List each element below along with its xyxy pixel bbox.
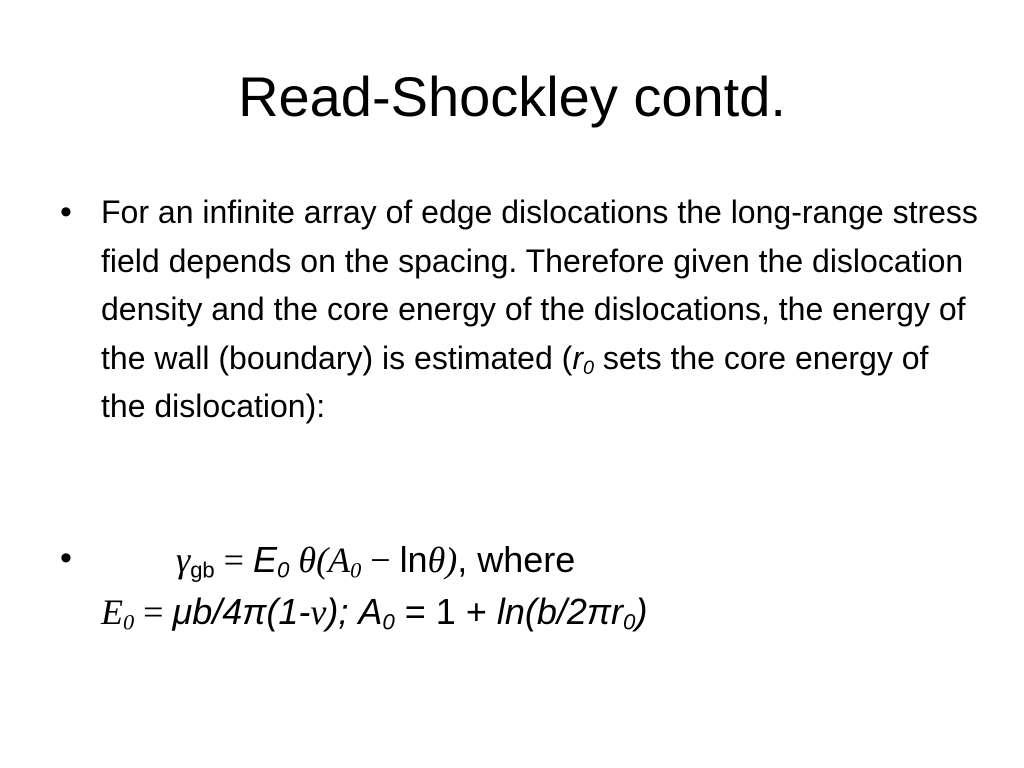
bullet-marker: • bbox=[60, 193, 72, 231]
r0-variable: $r_0$ bbox=[572, 339, 594, 379]
E0-definition-symbol: $E_0$ bbox=[101, 592, 135, 635]
slide-title: Read-Shockley contd. bbox=[238, 65, 786, 128]
where-text: , where bbox=[457, 539, 576, 580]
bullet-marker-2: • bbox=[60, 539, 72, 577]
gamma-symbol: γ bbox=[176, 540, 191, 580]
gamma-subscript: gb bbox=[190, 557, 215, 583]
gamma-gb-equation: $\gamma_{gb} = E_0$ $\theta(A_0 - \ln\theta)$, where bbox=[176, 539, 576, 583]
bullet-text-end: sets the core energy of the dislocation): bbox=[101, 339, 929, 424]
nu-symbol: ν bbox=[310, 592, 327, 632]
E0-term: $E_0$ bbox=[252, 539, 290, 583]
E0-A0-definitions: $E_0 = \mu b/4\pi(1-\nu)$; $A_0 = 1 + \ln(b/2\pi r_0)$ bbox=[101, 591, 648, 635]
A0-definition-symbol: $A_0$ bbox=[358, 591, 395, 635]
A0-term: $A_0$ bbox=[328, 540, 362, 583]
bullet-text-start: For an infinite array of edge dislocations the long-range stress field depends on the spacing. Therefore given the dislocation density and the core energy of the dislocations, the energy of the wall (boundary) is estimated ( bbox=[101, 194, 978, 376]
bullet-paragraph bbox=[101, 188, 981, 431]
